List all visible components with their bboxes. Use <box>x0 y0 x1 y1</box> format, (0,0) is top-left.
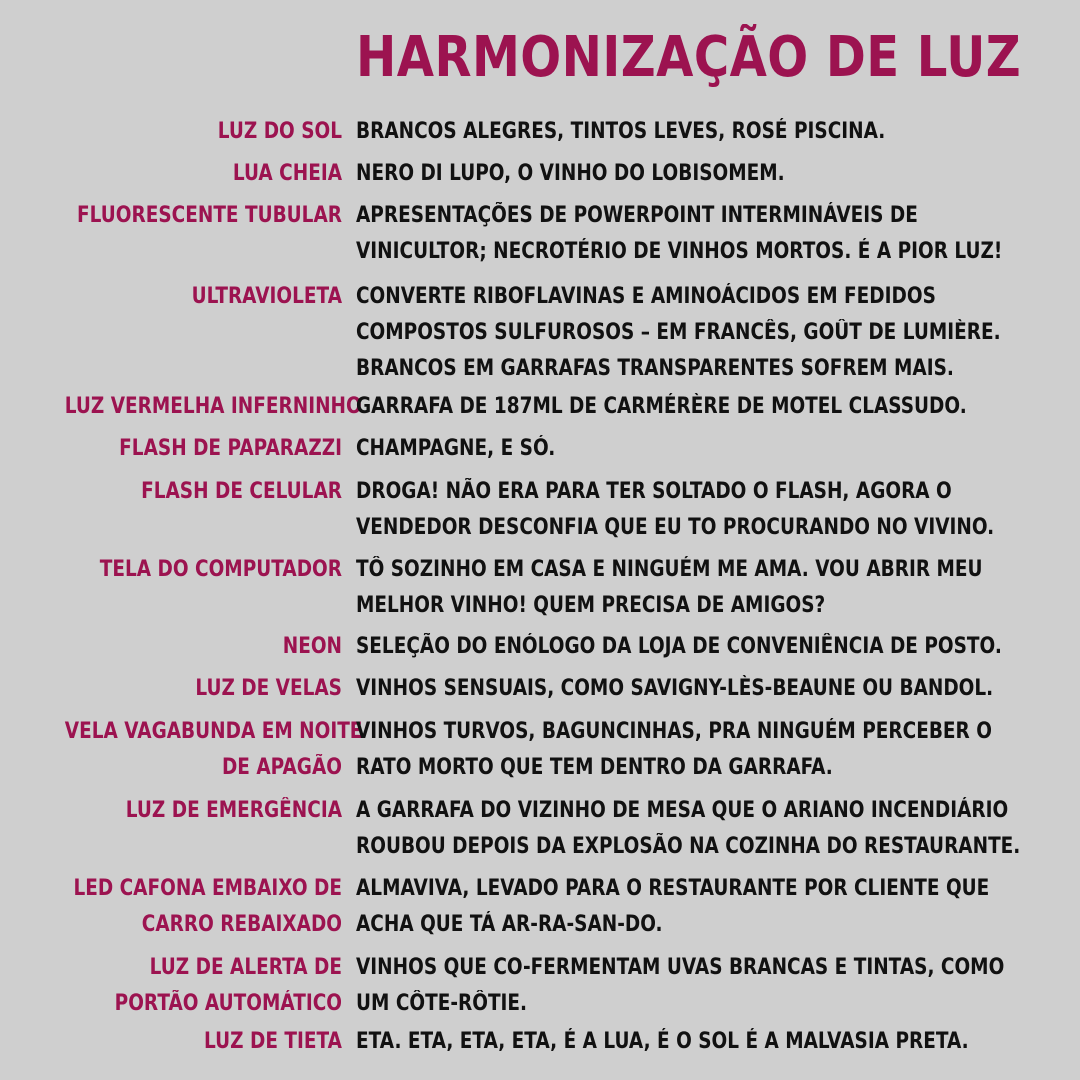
wine-pairing-line: ACHA QUE TÁ AR-RA-SAN-DO. <box>356 912 663 937</box>
wine-pairing-line: CONVERTE RIBOFLAVINAS E AMINOÁCIDOS EM FEDIDOS <box>356 284 936 309</box>
wine-pairing-line: A GARRAFA DO VIZINHO DE MESA QUE O ARIANO INCENDIÁRIO <box>356 798 1009 823</box>
wine-pairing-text <box>356 474 1056 546</box>
light-type-label <box>12 431 342 467</box>
wine-pairing-line: COMPOSTOS SULFUROSOS – EM FRANCÊS, GOÛT DE LUMIÈRE. <box>356 320 1001 345</box>
wine-pairing-line: BRANCOS EM GARRAFAS TRANSPARENTES SOFREM MAIS. <box>356 356 954 381</box>
wine-pairing-text <box>356 431 1056 467</box>
wine-pairing-text <box>356 156 1056 192</box>
light-type-label <box>12 871 342 943</box>
wine-pairing-text <box>356 714 1056 786</box>
light-type-line: LUZ DE ALERTA DE <box>149 955 342 980</box>
wine-pairing-line: MELHOR VINHO! QUEM PRECISA DE AMIGOS? <box>356 593 826 618</box>
light-type-line: DE APAGÃO <box>221 755 342 780</box>
light-type-label <box>12 114 342 150</box>
wine-pairing-line: ETA. ETA, ETA, ETA, É A LUA, É O SOL É A MALVASIA PRETA. <box>356 1029 969 1054</box>
light-type-line: LUZ DO SOL <box>217 119 342 144</box>
wine-pairing-line: VINHOS SENSUAIS, COMO SAVIGNY-LÈS-BEAUNE OU BANDOL. <box>356 676 994 701</box>
light-type-line: LUZ DE VELAS <box>195 676 342 701</box>
wine-pairing-line: CHAMPAGNE, E SÓ. <box>356 436 556 461</box>
wine-pairing-line: VINHOS QUE CO-FERMENTAM UVAS BRANCAS E TINTAS, COMO <box>356 955 1005 980</box>
light-type-label <box>12 671 342 707</box>
light-type-line: LED CAFONA EMBAIXO DE <box>73 876 342 901</box>
wine-pairing-line: APRESENTAÇÕES DE POWERPOINT INTERMINÁVEIS DE <box>356 203 918 228</box>
wine-pairing-text <box>356 1024 1056 1060</box>
wine-pairing-line: VINHOS TURVOS, BAGUNCINHAS, PRA NINGUÉM PERCEBER O <box>356 719 992 744</box>
poster-title: HARMONIZAÇÃO DE LUZ <box>356 25 1022 90</box>
wine-pairing-line: GARRAFA DE 187ML DE CARMÉRÈRE DE MOTEL CLASSUDO. <box>356 394 967 419</box>
wine-pairing-line: TÔ SOZINHO EM CASA E NINGUÉM ME AMA. VOU ABRIR MEU <box>356 557 983 582</box>
light-type-line: CARRO REBAIXADO <box>141 912 342 937</box>
wine-pairing-line: VENDEDOR DESCONFIA QUE EU TO PROCURANDO NO VIVINO. <box>356 515 995 540</box>
light-type-label <box>12 950 342 1022</box>
light-type-line: FLASH DE PAPARAZZI <box>119 436 342 461</box>
light-type-label <box>12 279 342 315</box>
light-type-line: TELA DO COMPUTADOR <box>99 557 342 582</box>
wine-pairing-line: VINICULTOR; NECROTÉRIO DE VINHOS MORTOS. É A PIOR LUZ! <box>356 239 1003 264</box>
wine-pairing-line: RATO MORTO QUE TEM DENTRO DA GARRAFA. <box>356 755 833 780</box>
wine-pairing-text <box>356 871 1056 943</box>
light-type-line: PORTÃO AUTOMÁTICO <box>114 991 342 1016</box>
light-type-label <box>12 156 342 192</box>
light-type-line: LUA CHEIA <box>232 161 342 186</box>
light-type-line: FLUORESCENTE TUBULAR <box>77 203 342 228</box>
light-type-line: LUZ VERMELHA INFERNINHO <box>64 394 362 419</box>
light-type-label <box>12 552 342 588</box>
wine-pairing-text <box>356 950 1056 1022</box>
light-type-label <box>12 389 362 425</box>
wine-pairing-text <box>356 389 1056 425</box>
light-type-line: FLASH DE CELULAR <box>141 479 342 504</box>
wine-pairing-line: SELEÇÃO DO ENÓLOGO DA LOJA DE CONVENIÊNCIA DE POSTO. <box>356 634 1002 659</box>
wine-pairing-line: DROGA! NÃO ERA PARA TER SOLTADO O FLASH, AGORA O <box>356 479 952 504</box>
wine-pairing-text <box>356 198 1056 270</box>
light-type-line: LUZ DE EMERGÊNCIA <box>125 798 342 823</box>
light-type-line: NEON <box>282 634 342 659</box>
wine-pairing-line: NERO DI LUPO, O VINHO DO LOBISOMEM. <box>356 161 785 186</box>
wine-pairing-text <box>356 671 1056 707</box>
wine-pairing-line: UM CÔTE-RÔTIE. <box>356 991 528 1016</box>
light-type-line: ULTRAVIOLETA <box>191 284 342 309</box>
wine-pairing-text <box>356 114 1056 150</box>
wine-pairing-line: BRANCOS ALEGRES, TINTOS LEVES, ROSÉ PISCINA. <box>356 119 886 144</box>
light-type-label <box>12 629 342 665</box>
light-type-label <box>12 198 342 234</box>
wine-pairing-line: ROUBOU DEPOIS DA EXPLOSÃO NA COZINHA DO RESTAURANTE. <box>356 834 1021 859</box>
light-type-line: VELA VAGABUNDA EM NOITE <box>64 719 363 744</box>
light-type-label <box>12 1024 342 1060</box>
light-type-line: LUZ DE TIETA <box>204 1029 342 1054</box>
wine-pairing-text <box>356 552 1056 624</box>
wine-pairing-text <box>356 279 1056 387</box>
light-type-label <box>12 714 363 786</box>
wine-pairing-line: ALMAVIVA, LEVADO PARA O RESTAURANTE POR CLIENTE QUE <box>356 876 990 901</box>
light-type-label <box>12 474 342 510</box>
light-type-label <box>12 793 342 829</box>
wine-pairing-text <box>356 629 1056 665</box>
wine-pairing-text <box>356 793 1056 865</box>
